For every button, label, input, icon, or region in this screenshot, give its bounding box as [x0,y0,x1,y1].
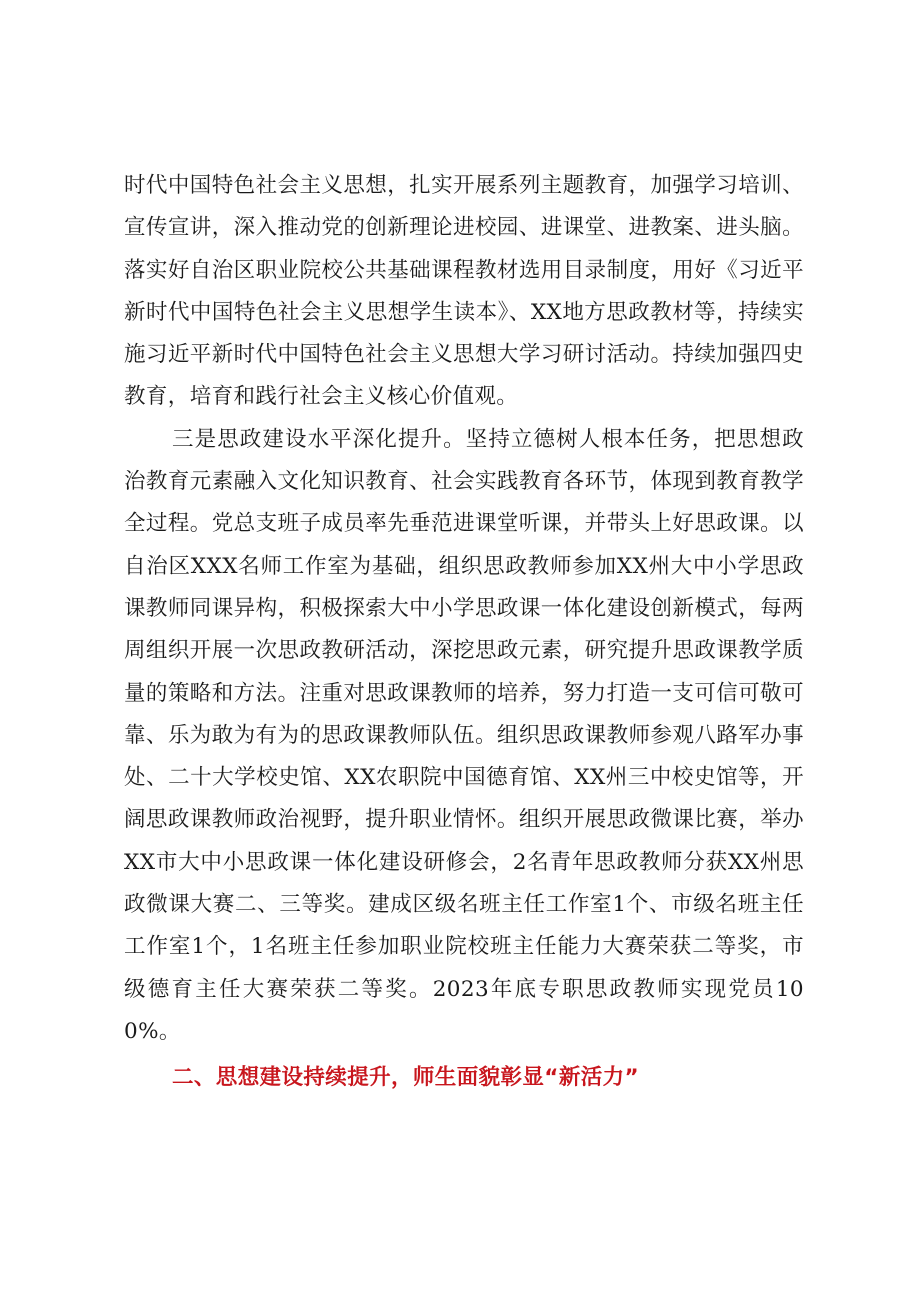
paragraph-ideological-construction: 三是思政建设水平深化提升。坚持立德树人根本任务，把思想政治教育元素融入文化知识教育、社会实践教育各环节，体现到教育教学全过程。党总支班子成员率先垂范进课堂听课，并带头上好思政课。以自治区XXX名师工作室为基础，组织思政教师参加XX州大中小学思政课教师同课异构，积极探索大中小学思政课一体化建设创新模式，每两周组织开展一次思政教研活动，深挖思政元素，研究提升思政课教学质量的策略和方法。注重对思政课教师的培养，努力打造一支可信可敬可靠、乐为敢为有为的思政课教师队伍。组织思政课教师参观八路军办事处、二十大学校史馆、XX农职院中国德育馆、XX州三中校史馆等，开阔思政课教师政治视野，提升职业情怀。组织开展思政微课比赛，举办XX市大中小思政课一体化建设研修会，2名青年思政教师分获XX州思政微课大赛二、三等奖。建成区级名班主任工作室1个、市级名班主任工作室1个，1名班主任参加职业院校班主任能力大赛荣获二等奖，市级德育主任大赛荣获二等奖。2023年底专职思政教师实现党员100%。 [124,426,804,1044]
document-body [124,165,804,1099]
section-heading: 二、思想建设持续提升，师生面貌彰显“新活力” [172,1065,640,1091]
paragraph-continuation: 时代中国特色社会主义思想，扎实开展系列主题教育，加强学习培训、宣传宣讲，深入推动党的创新理论进校园、进课堂、进教案、进头脑。落实好自治区职业院校公共基础课程教材选用目录制度，用好《习近平新时代中国特色社会主义思想学生读本》、XX地方思政教材等，持续实施习近平新时代中国特色社会主义思想大学习研讨活动。持续加强四史教育，培育和践行社会主义核心价值观。 [124,173,804,410]
